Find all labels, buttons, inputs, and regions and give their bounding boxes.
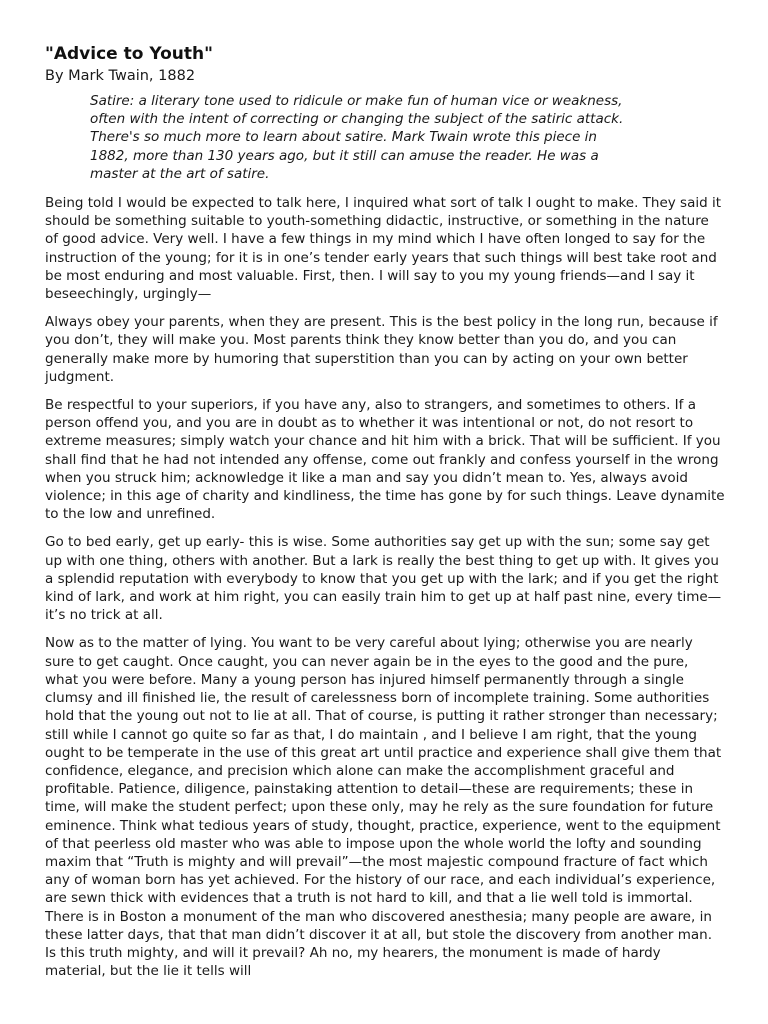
document-byline: By Mark Twain, 1882 xyxy=(45,68,196,84)
body-paragraph-3: Be respectful to your superiors, if you have any, also to strangers, and sometimes to others. If a person offend you, and you are in doubt as to whether it was intentional or not, do not resort to extreme measures; simply watch your chance and hit him with a brick. That will be sufficient. If you shall find that he had not intended any offense, come out frankly and confess yourself in the wrong when you struck him; acknowledge it like a man and say you didn’t mean to. Yes, always avoid violence; in this age of charity and kindliness, the time has gone by for such things. Leave dynamite to the low and unrefined. xyxy=(45,397,725,523)
body-paragraph-5: Now as to the matter of lying. You want to be very careful about lying; otherwise you are nearly sure to get caught. Once caught, you can never again be in the eyes to the good and the pure, what you were before. Many a young person has injured himself permanently through a single clumsy and ill finished lie, the result of carelessness born of incomplete training. Some authorities hold that the young out not to lie at all. That of course, is putting it rather stronger than necessary; still while I cannot go quite so far as that, I do maintain , and I believe I am right, that the young ought to be temperate in the use of this great art until practice and experience shall give them that confidence, elegance, and precision which alone can make the accomplishment graceful and profitable. Patience, diligence, painstaking attention to detail—these are requirements; these in time, will make the student perfect; upon these only, may he rely as the sure foundation for future eminence. Think what tedious years of study, thought, practice, experience, went to the equipment of that peerless old master who was able to impose upon the whole world the lofty and sounding maxim that “Truth is mighty and will prevail”—the most majestic compound fracture of fact which any of woman born has yet achieved. For the history of our race, and each individual’s experience, are sewn thick with evidences that a truth is not hard to kill, and that a lie well told is immortal. There is in Boston a monument of the man who discovered anesthesia; many people are aware, in these latter days, that that man didn’t discover it at all, but stole the discovery from another man. Is this truth mighty, and will it prevail? Ah no, my hearers, the monument is made of hardy material, but the lie it tells will xyxy=(45,635,722,980)
body-paragraph-2: Always obey your parents, when they are present. This is the best policy in the long run, because if you don’t, they will make you. Most parents think they know better than you do, and you can generally make more by humoring that superstition than you can by acting on your own better judgment. xyxy=(45,314,718,385)
satire-definition-note: Satire: a literary tone used to ridicule or make fun of human vice or weakness, often with the intent of correcting or changing the subject of the satiric attack. There's so much more to learn about satire. Mark Twain wrote this piece in 1882, more than 130 years ago, but it still can amuse the reader. He was a master at the art of satire. xyxy=(90,93,624,182)
document-page xyxy=(45,44,725,980)
document-title: "Advice to Youth" xyxy=(45,44,213,64)
body-paragraph-4: Go to bed early, get up early- this is wise. Some authorities say get up with the sun; some say get up with one thing, others with another. But a lark is really the best thing to get up with. It gives you a splendid reputation with everybody to know that you get up with the lark; and if you get the right kind of lark, and work at him right, you can easily train him to get up at half past nine, every time—it’s no trick at all. xyxy=(45,534,722,624)
body-paragraph-1: Being told I would be expected to talk here, I inquired what sort of talk I ought to make. They said it should be something suitable to youth-something didactic, instructive, or something in the nature of good advice. Very well. I have a few things in my mind which I have often longed to say for the instruction of the young; for it is in one’s tender early years that such things will best take root and be most enduring and most valuable. First, then. I will say to you my young friends—and I say it beseechingly, urgingly— xyxy=(45,195,722,303)
